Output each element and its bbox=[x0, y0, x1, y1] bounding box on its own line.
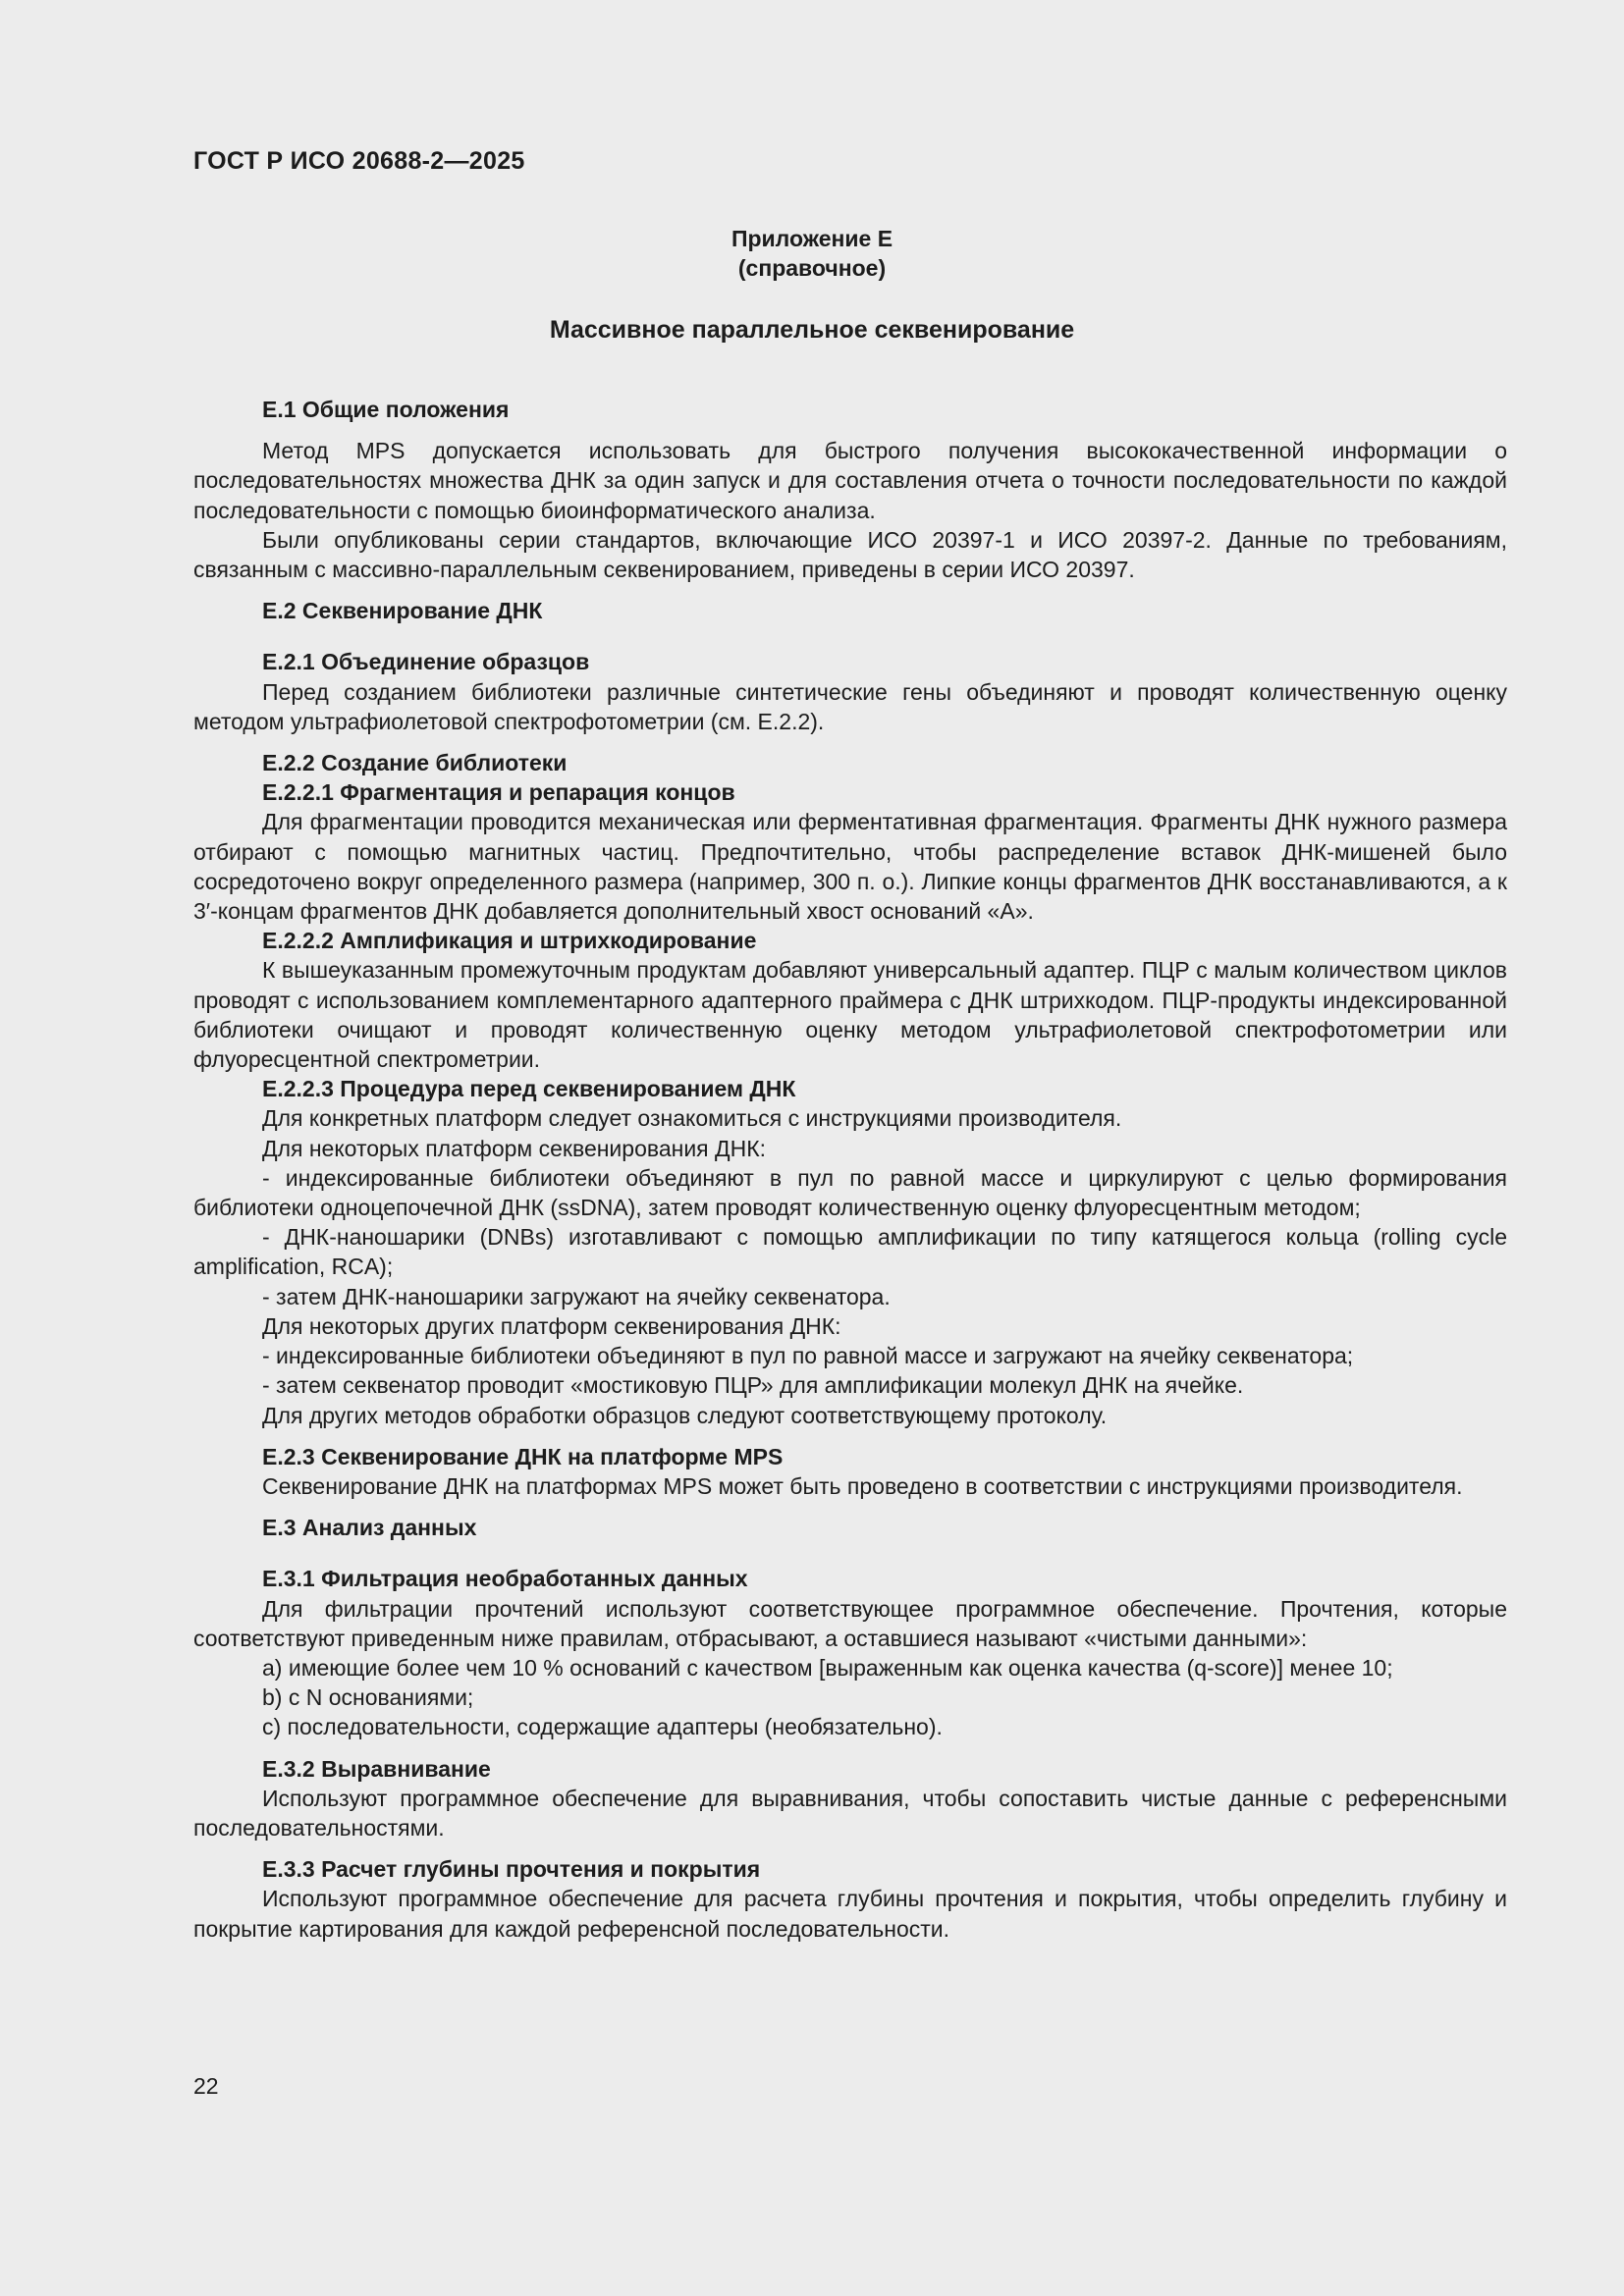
document-body bbox=[193, 395, 1507, 1944]
section-heading-e2-2-1: Е.2.2.1 Фрагментация и репарация концов bbox=[262, 779, 735, 806]
section-heading-e2-1: Е.2.1 Объединение образцов bbox=[262, 649, 590, 675]
paragraph: Для фильтрации прочтений используют соответствующее программное обеспечение. Прочтения, которые соответствуют приведенным ниже правилам, отбрасывают, а оставшиеся называют «чистыми данными»: bbox=[193, 1595, 1507, 1651]
standard-id-header: ГОСТ Р ИСО 20688-2—2025 bbox=[193, 147, 525, 175]
annex-label-block bbox=[0, 224, 1624, 283]
list-item: - индексированные библиотеки объединяют в пул по равной массе и загружают на ячейку секвенатора; bbox=[262, 1343, 1354, 1369]
paragraph: Перед созданием библиотеки различные синтетические гены объединяют и проводят количественную оценку методом ультрафиолетовой спектрофотометрии (см. Е.2.2). bbox=[193, 678, 1507, 734]
annex-kind: (справочное) bbox=[737, 255, 887, 281]
paragraph: Для других методов обработки образцов следуют соответствующему протоколу. bbox=[262, 1402, 1108, 1428]
section-heading-e3-3: Е.3.3 Расчет глубины прочтения и покрытия bbox=[262, 1856, 761, 1883]
section-heading-e3-1: Е.3.1 Фильтрация необработанных данных bbox=[262, 1566, 748, 1592]
paragraph: Для некоторых других платформ секвенирования ДНК: bbox=[262, 1312, 841, 1339]
list-item: a) имеющие более чем 10 % оснований с качеством [выраженным как оценка качества (q-score)] менее 10; bbox=[262, 1654, 1393, 1681]
annex-title: Массивное параллельное секвенирование bbox=[549, 316, 1075, 344]
section-heading-e1: Е.1 Общие положения bbox=[262, 397, 510, 422]
section-heading-e2: Е.2 Секвенирование ДНК bbox=[262, 598, 543, 624]
section-heading-e3-2: Е.3.2 Выравнивание bbox=[262, 1755, 491, 1782]
list-item: c) последовательности, содержащие адаптеры (необязательно). bbox=[262, 1714, 943, 1740]
section-heading-e2-2: Е.2.2 Создание библиотеки bbox=[262, 750, 568, 776]
section-heading-e2-2-3: Е.2.2.3 Процедура перед секвенированием ДНК bbox=[262, 1076, 796, 1102]
paragraph: Метод MPS допускается использовать для быстрого получения высококачественной информации о последовательностях множества ДНК за один запуск и для составления отчета о точности последовательности по каждой последовательности с помощью биоинформатического анализа. bbox=[193, 438, 1507, 523]
paragraph: Секвенирование ДНК на платформах MPS может быть проведено в соответствии с инструкциями производителя. bbox=[262, 1472, 1463, 1499]
section-heading-e2-3: Е.2.3 Секвенирование ДНК на платформе MPS bbox=[262, 1443, 784, 1469]
list-item: - индексированные библиотеки объединяют в пул по равной массе и циркулируют с целью формирования библиотеки одноцепочечной ДНК (ssDNA), затем проводят количественную оценку флуоресцентным методом; bbox=[193, 1164, 1507, 1221]
paragraph: Для фрагментации проводится механическая или ферментативная фрагментация. Фрагменты ДНК нужного размера отбирают с помощью магнитных частиц. Предпочтительно, чтобы распределение вставок ДНК-мишеней было сосредоточено вокруг определенного размера (например, 300 п. о.). Липкие концы фрагментов ДНК восстанавливаются, а к 3′-концам фрагментов ДНК добавляется дополнительный хвост оснований «А». bbox=[193, 809, 1507, 925]
section-heading-e3: Е.3 Анализ данных bbox=[262, 1515, 477, 1541]
section-heading-e2-2-2: Е.2.2.2 Амплификация и штрихкодирование bbox=[262, 928, 757, 954]
list-item: - ДНК-наношарики (DNBs) изготавливают с помощью амплификации по типу катящегося кольца (rolling cycle amplification, RCA); bbox=[193, 1224, 1507, 1280]
paragraph: Для конкретных платформ следует ознакомиться с инструкциями производителя. bbox=[262, 1105, 1122, 1132]
paragraph: Были опубликованы серии стандартов, включающие ИСО 20397-1 и ИСО 20397-2. Данные по требованиям, связанным с массивно-параллельным секвенированием, приведены в серии ИСО 20397. bbox=[193, 526, 1507, 583]
list-item: - затем ДНК-наношарики загружают на ячейку секвенатора. bbox=[262, 1283, 891, 1309]
paragraph: К вышеуказанным промежуточным продуктам добавляют универсальный адаптер. ПЦР с малым количеством циклов проводят с использованием комплементарного адаптерного праймера с ДНК штрихкодом. ПЦР-продукты индексированной библиотеки очищают и проводят количественную оценку методом ультрафиолетовой спектрофотометрии или флуоресцентной спектрометрии. bbox=[193, 957, 1507, 1073]
page-number: 22 bbox=[193, 2073, 219, 2099]
annex-label: Приложение Е bbox=[731, 226, 893, 251]
list-item: - затем секвенатор проводит «мостиковую ПЦР» для амплификации молекул ДНК на ячейке. bbox=[262, 1372, 1244, 1399]
list-item: b) с N основаниями; bbox=[262, 1684, 474, 1711]
paragraph: Используют программное обеспечение для расчета глубины прочтения и покрытия, чтобы определить глубину и покрытие картирования для каждой референсной последовательности. bbox=[193, 1886, 1507, 1942]
paragraph: Используют программное обеспечение для выравнивания, чтобы сопоставить чистые данные с референсными последовательностями. bbox=[193, 1785, 1507, 1841]
paragraph: Для некоторых платформ секвенирования ДНК: bbox=[262, 1135, 766, 1161]
